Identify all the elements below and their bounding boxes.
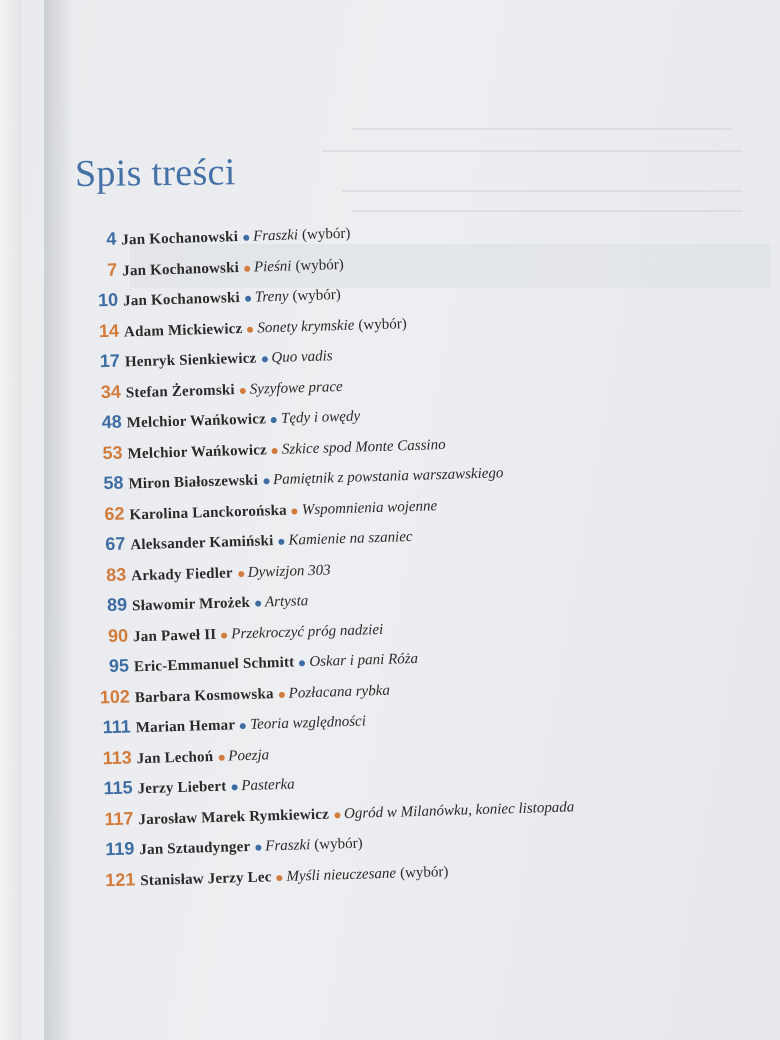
page-number: 115	[103, 777, 133, 799]
work-title: Tędy i owędy	[280, 408, 361, 427]
work-title: Syzyfowe prace	[249, 378, 343, 398]
page-number: 113	[102, 746, 132, 768]
page-number: 111	[102, 716, 132, 738]
bullet-dot-icon	[279, 691, 285, 697]
work-title: Pasterka	[241, 776, 295, 795]
author-name: Jerzy Liebert	[137, 778, 227, 798]
page-edge	[0, 0, 22, 1040]
page-number: 121	[104, 868, 136, 890]
page-number: 83	[105, 563, 127, 585]
bullet-dot-icon	[271, 417, 277, 423]
bullet-dot-icon	[263, 478, 269, 484]
author-name: Jan Lechoń	[136, 748, 214, 767]
page-number: 62	[104, 503, 125, 524]
work-title: Kamienie na szaniec	[288, 528, 413, 549]
bullet-dot-icon	[240, 723, 246, 729]
bullet-dot-icon	[276, 874, 282, 880]
author-name: Henryk Sienkiewicz	[124, 350, 257, 371]
author-name: Jan Sztaudynger	[139, 838, 251, 859]
author-name: Jan Kochanowski	[122, 289, 241, 310]
page-title: Spis treści	[74, 151, 236, 195]
bullet-dot-icon	[243, 235, 249, 241]
page-number: 4	[105, 228, 117, 249]
work-title: Quo vadis	[271, 348, 333, 367]
author-name: Jan Kochanowski	[122, 259, 240, 279]
work-title: Treny	[254, 288, 289, 306]
page-number: 119	[105, 838, 135, 860]
bullet-dot-icon	[244, 265, 250, 271]
work-note: (wybór)	[358, 315, 407, 333]
work-title: Artysta	[264, 593, 309, 611]
work-title: Pieśni	[253, 257, 292, 276]
bleed-through-line	[352, 128, 732, 130]
bullet-dot-icon	[255, 845, 261, 851]
bullet-dot-icon	[278, 539, 284, 545]
author-name: Arkady Fiedler	[131, 564, 234, 584]
work-title: Szkice spod Monte Cassino	[281, 436, 446, 458]
work-title: Teoria względności	[249, 713, 367, 733]
author-name: Eric-Emmanuel Schmitt	[133, 654, 295, 676]
author-name: Marian Hemar	[135, 717, 236, 737]
bullet-dot-icon	[240, 387, 246, 393]
page-number: 102	[99, 685, 131, 707]
bullet-dot-icon	[272, 447, 278, 453]
page-number: 117	[104, 807, 134, 829]
author-name: Adam Mickiewicz	[123, 320, 243, 340]
work-title: Oskar i pani Róża	[309, 650, 419, 671]
author-name: Melchior Wańkowicz	[126, 411, 267, 432]
author-name: Stanisław Jerzy Lec	[140, 868, 272, 889]
author-name: Jan Kochanowski	[121, 229, 239, 249]
work-title: Fraszki	[252, 227, 299, 245]
work-note: (wybór)	[314, 835, 363, 854]
work-title: Pamiętnik z powstania warszawskiego	[272, 465, 504, 489]
work-note: (wybór)	[399, 863, 449, 881]
page-number: 90	[107, 624, 129, 646]
bullet-dot-icon	[334, 812, 340, 818]
page-number: 67	[105, 533, 126, 555]
author-name: Jarosław Marek Rymkiewicz	[138, 806, 330, 828]
page-number: 58	[103, 472, 124, 494]
work-note: (wybór)	[292, 286, 342, 305]
author-name: Karolina Lanckorońska	[129, 502, 288, 523]
page-number: 17	[99, 350, 121, 372]
bullet-dot-icon	[231, 784, 237, 790]
bullet-dot-icon	[238, 570, 244, 576]
page-number: 95	[108, 655, 130, 677]
page-number: 48	[101, 411, 123, 433]
bullet-dot-icon	[218, 754, 224, 760]
work-title: Myśli nieuczesane	[286, 865, 397, 885]
toc-list	[70, 212, 710, 901]
work-title: Wspomnienia wojenne	[301, 497, 438, 518]
bullet-dot-icon	[221, 632, 227, 638]
bleed-through-line	[342, 190, 742, 192]
work-title: Pozłacana rybka	[288, 682, 391, 702]
bullet-dot-icon	[292, 508, 298, 514]
bullet-dot-icon	[245, 296, 251, 302]
page-number: 89	[106, 594, 128, 616]
author-name: Barbara Kosmowska	[134, 685, 274, 706]
bleed-through-line	[322, 150, 742, 152]
page-number: 53	[102, 442, 123, 463]
page-number: 7	[106, 259, 118, 280]
author-name: Stefan Żeromski	[125, 381, 236, 401]
work-title: Dywizjon 303	[247, 561, 331, 581]
work-title: Ogród w Milanówku, koniec listopada	[343, 798, 575, 822]
bullet-dot-icon	[247, 326, 253, 332]
author-name: Jan Paweł II	[132, 626, 217, 645]
bullet-dot-icon	[299, 660, 305, 666]
author-name: Sławomir Mrożek	[131, 594, 251, 615]
work-note: (wybór)	[295, 256, 345, 274]
work-note: (wybór)	[301, 225, 351, 244]
work-title: Przekroczyć próg nadziei	[231, 621, 384, 642]
bullet-dot-icon	[255, 600, 261, 606]
work-title: Sonety krymskie	[257, 317, 355, 336]
author-name: Miron Białoszewski	[128, 472, 259, 493]
page-number: 14	[98, 320, 120, 341]
binding-shadow	[44, 0, 74, 1040]
author-name: Melchior Wańkowicz	[127, 441, 268, 462]
work-title: Fraszki	[265, 837, 311, 855]
page-number: 10	[97, 289, 119, 311]
author-name: Aleksander Kamiński	[130, 533, 274, 554]
work-title: Poezja	[228, 746, 270, 765]
page-number: 34	[100, 381, 122, 402]
bullet-dot-icon	[261, 356, 267, 362]
